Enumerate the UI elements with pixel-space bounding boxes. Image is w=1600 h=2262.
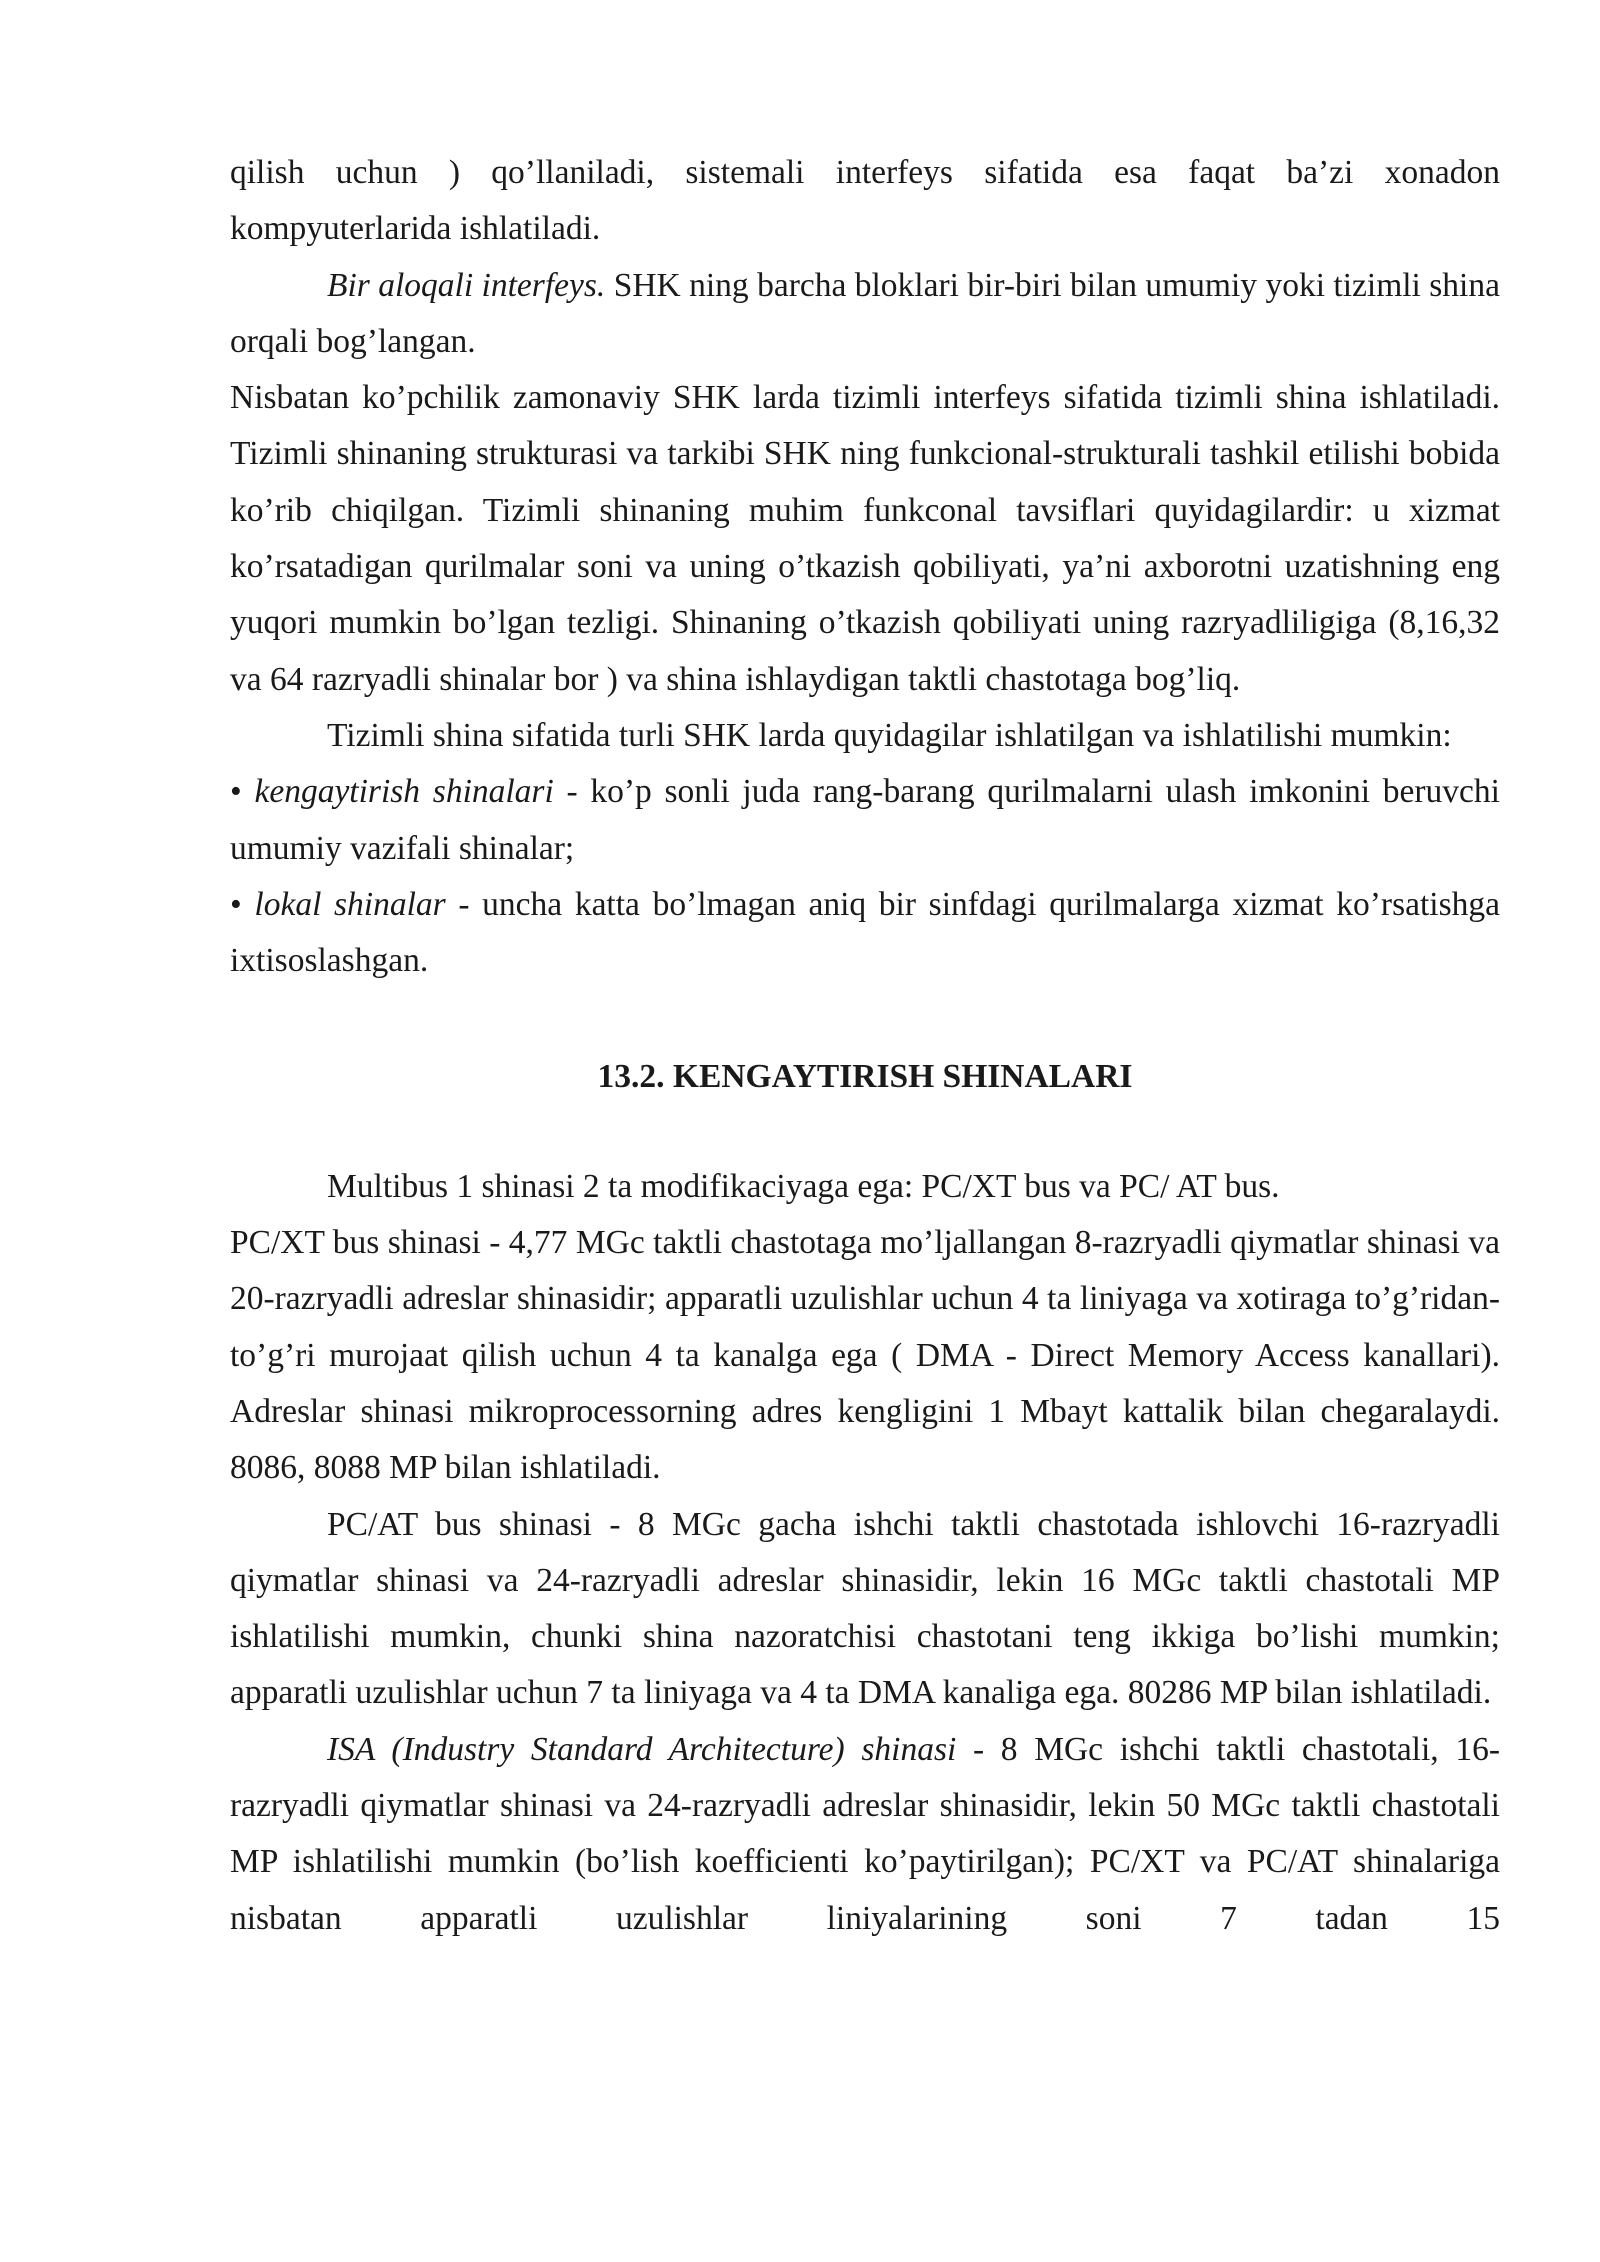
term-isa: ISA (Industry Standard Architecture) shinasi (327, 1730, 957, 1768)
paragraph-isa: ISA (Industry Standard Architecture) shinasi - 8 MGc ishchi taktli chastotali, 16-razryadli qiymatlar shinasi va 24-razryadli adreslar shinasidir, lekin 50 MGc taktli chastotali MP ishlatilishi mumkin (bo’lish koefficienti ko’paytirilgan); PC/XT va PC/AT shinalariga nisbatan apparatli uzulishlar liniyalarining soni 7 tadan 15 (230, 1730, 1500, 1937)
term-bir-aloqali: Bir aloqali interfeys. (327, 266, 606, 304)
paragraph-tizimli-shina: Nisbatan ko’pchilik zamonaviy SHK larda tizimli interfeys sifatida tizimli shina ishlatiladi. Tizimli shinaning strukturasi va tarkibi SHK ning funkcional-strukturali tashkil etilishi bobida ko’rib chiqilgan. Tizimli shinaning muhim funkconal tavsiflari quyidagilardir: u xizmat ko’rsatadigan qurilmalar soni va uning o’tkazish qobiliyati, ya’ni axborotni uzatishning eng yuqori mumkin bo’lgan tezligi. Shinaning o’tkazish qobiliyati uning razryadliligiga (8,16,32 va 64 razryadli shinalar bor ) va shina ishlaydigan taktli chastotaga bog’liq. (230, 379, 1500, 698)
section-heading: 13.2. KENGAYTIRISH SHINALARI (597, 1058, 1133, 1096)
bullet-mark: • (230, 885, 255, 923)
term-kengaytirish: kengaytirish shinalari (254, 773, 554, 811)
paragraph-pc-xt: PC/XT bus shinasi - 4,77 MGc taktli chastotaga mo’ljallangan 8-razryadli qiymatlar shinasi va 20-razryadli adreslar shinasidir; apparatli uzulishlar uchun 4 ta liniyaga va xotiraga to’g’ridan-to’g’ri murojaat qilish uchun 4 ta kanalga ega ( DMA - Direct Memory Access kanallari). Adreslar shinasi mikroprocessorning adres kengligini 1 Mbayt kattalik bilan chegaralaydi. 8086, 8088 MP bilan ishlatiladi. (230, 1224, 1500, 1487)
list-item-kengaytirish: • kengaytirish shinalari - ko’p sonli juda rang-barang qurilmalarni ulash imkonini beruvchi umumiy vazifali shinalar; (230, 773, 1500, 867)
term-lokal: lokal shinalar (254, 885, 446, 923)
paragraph-1: qilish uchun ) qo’llaniladi, sistemali interfeys sifatida esa faqat ba’zi xonadon kompyuterlarida ishlatiladi. (230, 154, 1500, 248)
paragraph-pc-at: PC/AT bus shinasi - 8 MGc gacha ishchi taktli chastotada ishlovchi 16-razryadli qiymatlar shinasi va 24-razryadli adreslar shinasidir, lekin 16 MGc taktli chastotali MP ishlatilishi mumkin, chunki shina nazoratchisi chastotani teng ikkiga bo’lishi mumkin; apparatli uzulishlar uchun 7 ta liniyaga va 4 ta DMA kanaliga ega. 80286 MP bilan ishlatiladi. (230, 1505, 1500, 1712)
list-item-lokal: • lokal shinalar - uncha katta bo’lmagan aniq bir sinfdagi qurilmalarga xizmat ko’rsatishga ixtisoslashgan. (230, 885, 1500, 980)
paragraph-multibus: Multibus 1 shinasi 2 ta modifikaciyaga ega: PC/XT bus va PC/ AT bus. (327, 1167, 1280, 1205)
paragraph-quyidagilar: Tizimli shina sifatida turli SHK larda quyidagilar ishlatilgan va ishlatilishi mumkin: (327, 716, 1452, 754)
bullet-mark: • (230, 773, 255, 811)
paragraph-bir-aloqali: Bir aloqali interfeys. SHK ning barcha bloklari bir-biri bilan umumiy yoki tizimli shina orqali bog’langan. (230, 266, 1500, 360)
